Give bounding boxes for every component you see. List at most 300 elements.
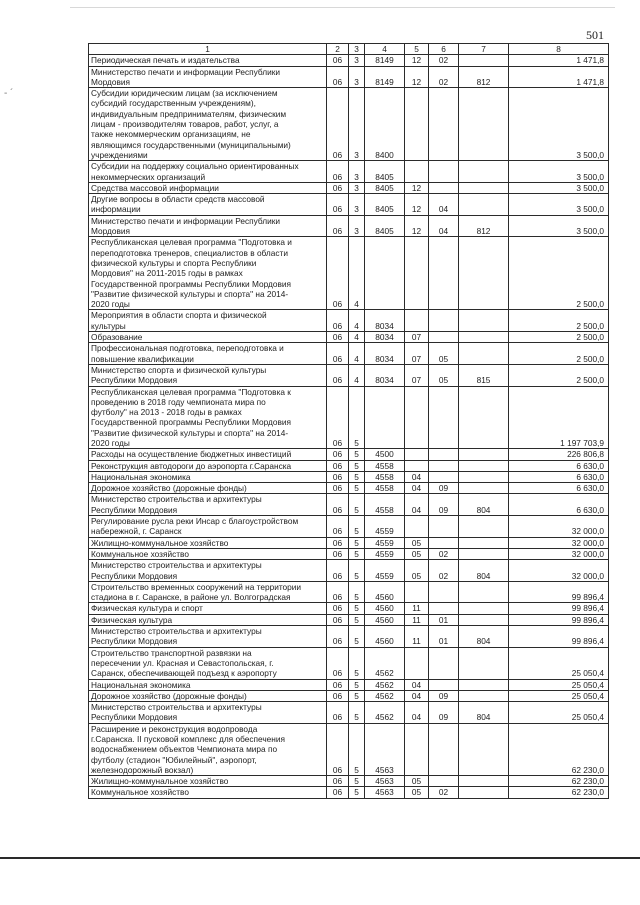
row-code-2: 06	[327, 516, 349, 538]
row-name: Расширение и реконструкция водопровода г.Саранска. II пусковой комплекс для обеспечения водоснабжением объектов Чемпионата мира по футболу (стадион "Юбилейный", аэропорт, железнодорожный вокзал)	[89, 723, 327, 775]
row-name: Коммунальное хозяйство	[89, 787, 327, 798]
row-code-7	[459, 581, 509, 603]
row-code-4: 4563	[365, 776, 405, 787]
row-code-3: 5	[349, 449, 365, 460]
row-code-6	[429, 516, 459, 538]
row-code-4: 8034	[365, 332, 405, 343]
row-code-3: 3	[349, 182, 365, 193]
table-row	[89, 386, 609, 449]
row-code-6	[429, 386, 459, 449]
row-code-5: 04	[405, 690, 429, 701]
row-name: Республиканская целевая программа "Подготовка к проведению в 2018 году чемпионата мира по футболу" на 2013 - 2018 годы в рамках Государственной программы Республики Мордовия "Развитие физической культуры и спорта" на 2014- 2020 годы	[89, 386, 327, 449]
row-code-6	[429, 603, 459, 614]
row-amount: 6 630,0	[509, 494, 609, 516]
row-amount: 3 500,0	[509, 215, 609, 237]
row-amount: 2 500,0	[509, 237, 609, 310]
row-code-3: 5	[349, 494, 365, 516]
row-amount: 32 000,0	[509, 516, 609, 538]
row-name: Периодическая печать и издательства	[89, 55, 327, 66]
row-code-4: 4558	[365, 483, 405, 494]
row-code-3: 5	[349, 537, 365, 548]
row-code-4: 8405	[365, 194, 405, 216]
row-amount: 99 896,4	[509, 614, 609, 625]
row-amount: 3 500,0	[509, 182, 609, 193]
row-code-2: 06	[327, 460, 349, 471]
row-code-7	[459, 194, 509, 216]
table-row	[89, 88, 609, 161]
row-code-7: 804	[459, 626, 509, 648]
row-code-7: 804	[459, 560, 509, 582]
row-code-6	[429, 310, 459, 332]
col-header: 4	[365, 44, 405, 55]
row-code-5	[405, 161, 429, 183]
row-code-7: 804	[459, 702, 509, 724]
row-code-7	[459, 182, 509, 193]
table-row	[89, 55, 609, 66]
row-code-7	[459, 516, 509, 538]
row-amount: 226 806,8	[509, 449, 609, 460]
row-code-4: 4563	[365, 723, 405, 775]
row-code-3: 4	[349, 332, 365, 343]
row-code-5: 05	[405, 776, 429, 787]
table-row	[89, 548, 609, 559]
row-code-6	[429, 647, 459, 679]
table-row	[89, 343, 609, 365]
row-code-3: 3	[349, 194, 365, 216]
row-code-6	[429, 776, 459, 787]
row-code-7	[459, 88, 509, 161]
row-code-7	[459, 537, 509, 548]
row-code-2: 06	[327, 702, 349, 724]
row-code-7	[459, 460, 509, 471]
row-code-5: 12	[405, 182, 429, 193]
row-amount: 2 500,0	[509, 332, 609, 343]
row-code-4: 4562	[365, 647, 405, 679]
row-code-7: 804	[459, 494, 509, 516]
row-code-5	[405, 386, 429, 449]
row-code-5: 04	[405, 494, 429, 516]
row-code-6	[429, 679, 459, 690]
row-code-6	[429, 332, 459, 343]
row-code-5: 12	[405, 194, 429, 216]
row-code-5	[405, 88, 429, 161]
row-code-5: 12	[405, 55, 429, 66]
row-code-7: 812	[459, 215, 509, 237]
row-code-3: 5	[349, 460, 365, 471]
row-name: Жилищно-коммунальное хозяйство	[89, 776, 327, 787]
row-code-4: 8034	[365, 364, 405, 386]
row-code-2: 06	[327, 614, 349, 625]
row-code-2: 06	[327, 66, 349, 88]
row-name: Строительство транспортной развязки на пересечении ул. Красная и Севастопольская, г. Саранск, обеспечивающей подъезд к аэропорту	[89, 647, 327, 679]
budget-table	[88, 43, 609, 799]
col-header: 7	[459, 44, 509, 55]
row-code-4: 4562	[365, 679, 405, 690]
row-amount: 2 500,0	[509, 343, 609, 365]
row-code-2: 06	[327, 343, 349, 365]
row-name: Расходы на осуществление бюджетных инвестиций	[89, 449, 327, 460]
row-code-2: 06	[327, 483, 349, 494]
row-code-7: 812	[459, 66, 509, 88]
row-code-2: 06	[327, 560, 349, 582]
row-code-5	[405, 647, 429, 679]
table-row	[89, 182, 609, 193]
table-row	[89, 516, 609, 538]
table-row	[89, 702, 609, 724]
row-code-6	[429, 88, 459, 161]
col-header: 6	[429, 44, 459, 55]
col-header: 3	[349, 44, 365, 55]
row-code-5	[405, 581, 429, 603]
table-row	[89, 626, 609, 648]
row-amount: 2 500,0	[509, 364, 609, 386]
row-name: Республиканская целевая программа "Подготовка и переподготовка тренеров, специалистов в области физической культуры и спорта Республики Мордовия" на 2011-2015 годы в рамках Государственной программы Республики Мордовия "Развитие физической культуры и спорта" на 2014- 2020 годы	[89, 237, 327, 310]
row-amount: 25 050,4	[509, 702, 609, 724]
table-row	[89, 614, 609, 625]
header-row	[89, 44, 609, 55]
row-code-2: 06	[327, 182, 349, 193]
row-code-7	[459, 647, 509, 679]
row-code-2: 06	[327, 723, 349, 775]
row-code-5: 11	[405, 614, 429, 625]
row-code-4: 4558	[365, 471, 405, 482]
table-row	[89, 537, 609, 548]
row-code-3: 3	[349, 66, 365, 88]
table-row	[89, 449, 609, 460]
table-row	[89, 647, 609, 679]
row-name: Министерство строительства и архитектуры Республики Мордовия	[89, 560, 327, 582]
row-code-4: 4563	[365, 787, 405, 798]
row-code-6: 02	[429, 548, 459, 559]
row-code-3: 5	[349, 702, 365, 724]
row-code-5: 04	[405, 679, 429, 690]
row-code-4: 8400	[365, 88, 405, 161]
row-amount: 99 896,4	[509, 626, 609, 648]
row-code-2: 06	[327, 776, 349, 787]
row-code-4: 4558	[365, 460, 405, 471]
row-name: Министерство строительства и архитектуры Республики Мордовия	[89, 702, 327, 724]
row-code-5: 05	[405, 548, 429, 559]
row-code-6: 02	[429, 787, 459, 798]
row-code-6	[429, 471, 459, 482]
row-amount: 6 630,0	[509, 460, 609, 471]
row-code-4: 4560	[365, 626, 405, 648]
row-code-3: 5	[349, 548, 365, 559]
row-name: Субсидии на поддержку социально ориентированных некоммерческих организаций	[89, 161, 327, 183]
row-code-5: 05	[405, 537, 429, 548]
row-amount: 25 050,4	[509, 679, 609, 690]
row-amount: 62 230,0	[509, 776, 609, 787]
row-amount: 6 630,0	[509, 483, 609, 494]
row-code-6: 05	[429, 364, 459, 386]
row-amount: 25 050,4	[509, 647, 609, 679]
row-name: Жилищно-коммунальное хозяйство	[89, 537, 327, 548]
row-amount: 32 000,0	[509, 537, 609, 548]
row-code-3: 4	[349, 310, 365, 332]
row-code-7	[459, 548, 509, 559]
bottom-rule	[0, 857, 640, 859]
row-code-6: 02	[429, 66, 459, 88]
table-row	[89, 679, 609, 690]
table-row	[89, 581, 609, 603]
row-code-5: 11	[405, 626, 429, 648]
row-code-5	[405, 237, 429, 310]
table-row	[89, 776, 609, 787]
row-code-7	[459, 343, 509, 365]
row-code-6	[429, 581, 459, 603]
row-code-6	[429, 723, 459, 775]
row-amount: 6 630,0	[509, 471, 609, 482]
row-amount: 1 197 703,9	[509, 386, 609, 449]
row-name: Мероприятия в области спорта и физической культуры	[89, 310, 327, 332]
row-name: Министерство строительства и архитектуры Республики Мордовия	[89, 626, 327, 648]
row-name: Дорожное хозяйство (дорожные фонды)	[89, 483, 327, 494]
row-code-6: 09	[429, 494, 459, 516]
row-code-2: 06	[327, 386, 349, 449]
row-code-5: 05	[405, 560, 429, 582]
table-row	[89, 364, 609, 386]
row-code-5	[405, 310, 429, 332]
col-header: 2	[327, 44, 349, 55]
row-code-3: 5	[349, 581, 365, 603]
table-row	[89, 603, 609, 614]
table-row	[89, 690, 609, 701]
row-code-7	[459, 310, 509, 332]
table-row	[89, 723, 609, 775]
row-name: Национальная экономика	[89, 679, 327, 690]
row-code-2: 06	[327, 679, 349, 690]
row-code-4: 8149	[365, 66, 405, 88]
row-amount: 3 500,0	[509, 88, 609, 161]
row-code-7	[459, 449, 509, 460]
row-code-5	[405, 449, 429, 460]
row-name: Профессиональная подготовка, переподготовка и повышение квалификации	[89, 343, 327, 365]
row-code-6: 01	[429, 614, 459, 625]
row-code-6: 04	[429, 194, 459, 216]
table-row	[89, 494, 609, 516]
row-name: Министерство спорта и физической культуры Республики Мордовия	[89, 364, 327, 386]
row-code-7	[459, 603, 509, 614]
row-amount: 1 471,8	[509, 55, 609, 66]
row-code-2: 06	[327, 215, 349, 237]
row-name: Министерство строительства и архитектуры Республики Мордовия	[89, 494, 327, 516]
table-row	[89, 215, 609, 237]
row-code-3: 3	[349, 55, 365, 66]
row-code-7	[459, 237, 509, 310]
row-code-2: 06	[327, 88, 349, 161]
row-code-3: 5	[349, 516, 365, 538]
row-code-3: 5	[349, 723, 365, 775]
row-name: Физическая культура	[89, 614, 327, 625]
row-code-7	[459, 55, 509, 66]
table-row	[89, 332, 609, 343]
margin-mark: - ´	[4, 88, 14, 99]
row-code-2: 06	[327, 690, 349, 701]
row-code-2: 06	[327, 161, 349, 183]
row-code-3: 5	[349, 626, 365, 648]
row-code-6: 01	[429, 626, 459, 648]
row-code-7	[459, 614, 509, 625]
row-code-6	[429, 161, 459, 183]
row-code-3: 5	[349, 603, 365, 614]
row-code-3: 5	[349, 614, 365, 625]
row-code-6	[429, 460, 459, 471]
row-code-7	[459, 690, 509, 701]
row-code-5: 04	[405, 702, 429, 724]
row-code-6: 09	[429, 483, 459, 494]
row-code-6	[429, 537, 459, 548]
row-code-2: 06	[327, 194, 349, 216]
row-code-6	[429, 182, 459, 193]
row-code-4: 4560	[365, 581, 405, 603]
row-code-5: 12	[405, 66, 429, 88]
row-code-2: 06	[327, 537, 349, 548]
row-amount: 32 000,0	[509, 560, 609, 582]
row-code-5: 11	[405, 603, 429, 614]
row-code-2: 06	[327, 364, 349, 386]
row-code-4: 4559	[365, 548, 405, 559]
row-code-5: 12	[405, 215, 429, 237]
row-code-5: 05	[405, 787, 429, 798]
row-code-7	[459, 723, 509, 775]
table-body	[89, 55, 609, 798]
row-name: Строительство временных сооружений на территории стадиона в г. Саранске, в районе ул. Волгоградская	[89, 581, 327, 603]
row-code-4: 8405	[365, 215, 405, 237]
row-name: Министерство печати и информации Республики Мордовия	[89, 66, 327, 88]
row-code-2: 06	[327, 603, 349, 614]
row-amount: 3 500,0	[509, 161, 609, 183]
row-code-2: 06	[327, 310, 349, 332]
row-code-3: 4	[349, 237, 365, 310]
row-amount: 3 500,0	[509, 194, 609, 216]
table-row	[89, 237, 609, 310]
row-code-2: 06	[327, 449, 349, 460]
row-code-3: 3	[349, 88, 365, 161]
row-code-3: 5	[349, 776, 365, 787]
row-code-7	[459, 787, 509, 798]
row-code-7	[459, 471, 509, 482]
row-code-3: 4	[349, 343, 365, 365]
row-code-5	[405, 516, 429, 538]
row-name: Образование	[89, 332, 327, 343]
col-header: 5	[405, 44, 429, 55]
row-name: Другие вопросы в области средств массовой информации	[89, 194, 327, 216]
row-amount: 32 000,0	[509, 548, 609, 559]
row-name: Реконструкция автодороги до аэропорта г.Саранска	[89, 460, 327, 471]
row-code-7	[459, 386, 509, 449]
row-code-4: 4560	[365, 614, 405, 625]
row-code-4: 4500	[365, 449, 405, 460]
row-code-6: 09	[429, 690, 459, 701]
row-code-3: 4	[349, 364, 365, 386]
row-code-5: 07	[405, 343, 429, 365]
row-name: Национальная экономика	[89, 471, 327, 482]
row-code-4: 4558	[365, 494, 405, 516]
row-code-4: 4559	[365, 516, 405, 538]
row-code-3: 5	[349, 471, 365, 482]
row-code-4: 8034	[365, 310, 405, 332]
row-code-4: 4559	[365, 560, 405, 582]
row-name: Коммунальное хозяйство	[89, 548, 327, 559]
table-row	[89, 471, 609, 482]
row-code-7	[459, 161, 509, 183]
row-code-2: 06	[327, 548, 349, 559]
row-name: Министерство печати и информации Республики Мордовия	[89, 215, 327, 237]
row-code-3: 5	[349, 560, 365, 582]
row-code-3: 3	[349, 161, 365, 183]
row-code-7	[459, 679, 509, 690]
table-row	[89, 560, 609, 582]
row-code-6: 04	[429, 215, 459, 237]
row-code-7	[459, 483, 509, 494]
row-code-7: 815	[459, 364, 509, 386]
col-header: 8	[509, 44, 609, 55]
row-amount: 1 471,8	[509, 66, 609, 88]
row-code-7	[459, 332, 509, 343]
row-code-3: 5	[349, 483, 365, 494]
row-code-7	[459, 776, 509, 787]
row-code-4	[365, 237, 405, 310]
row-code-2: 06	[327, 332, 349, 343]
row-code-3: 3	[349, 215, 365, 237]
row-code-4: 8149	[365, 55, 405, 66]
row-amount: 25 050,4	[509, 690, 609, 701]
row-code-2: 06	[327, 494, 349, 516]
row-amount: 2 500,0	[509, 310, 609, 332]
top-rule	[70, 7, 615, 8]
row-code-2: 06	[327, 626, 349, 648]
row-code-5: 07	[405, 332, 429, 343]
row-code-3: 5	[349, 679, 365, 690]
row-code-6: 02	[429, 560, 459, 582]
table-row	[89, 66, 609, 88]
row-code-3: 5	[349, 787, 365, 798]
table-row	[89, 483, 609, 494]
row-amount: 62 230,0	[509, 787, 609, 798]
row-code-6: 09	[429, 702, 459, 724]
table-row	[89, 194, 609, 216]
row-name: Субсидии юридическим лицам (за исключением субсидий государственным учреждениям), индивидуальным предпринимателям, физическим лицам - производителям товаров, работ, услуг, а также некоммерческим организациям, не являющимся государственными (муниципальными) учреждениями	[89, 88, 327, 161]
page-number: 501	[586, 28, 604, 42]
row-code-5: 04	[405, 471, 429, 482]
table-row	[89, 310, 609, 332]
row-code-6	[429, 449, 459, 460]
table-row	[89, 161, 609, 183]
row-code-5	[405, 723, 429, 775]
row-code-6: 02	[429, 55, 459, 66]
table-row	[89, 787, 609, 798]
row-code-4: 4559	[365, 537, 405, 548]
row-name: Средства массовой информации	[89, 182, 327, 193]
row-code-2: 06	[327, 237, 349, 310]
row-code-3: 5	[349, 690, 365, 701]
row-code-2: 06	[327, 581, 349, 603]
row-code-3: 5	[349, 647, 365, 679]
row-code-4: 8405	[365, 161, 405, 183]
row-code-3: 5	[349, 386, 365, 449]
row-code-4: 4562	[365, 690, 405, 701]
row-code-2: 06	[327, 55, 349, 66]
row-code-4: 8405	[365, 182, 405, 193]
table-row	[89, 460, 609, 471]
row-code-2: 06	[327, 471, 349, 482]
row-code-5: 04	[405, 483, 429, 494]
row-name: Физическая культура и спорт	[89, 603, 327, 614]
row-code-4	[365, 386, 405, 449]
row-code-4: 4560	[365, 603, 405, 614]
row-code-6: 05	[429, 343, 459, 365]
row-code-5	[405, 460, 429, 471]
